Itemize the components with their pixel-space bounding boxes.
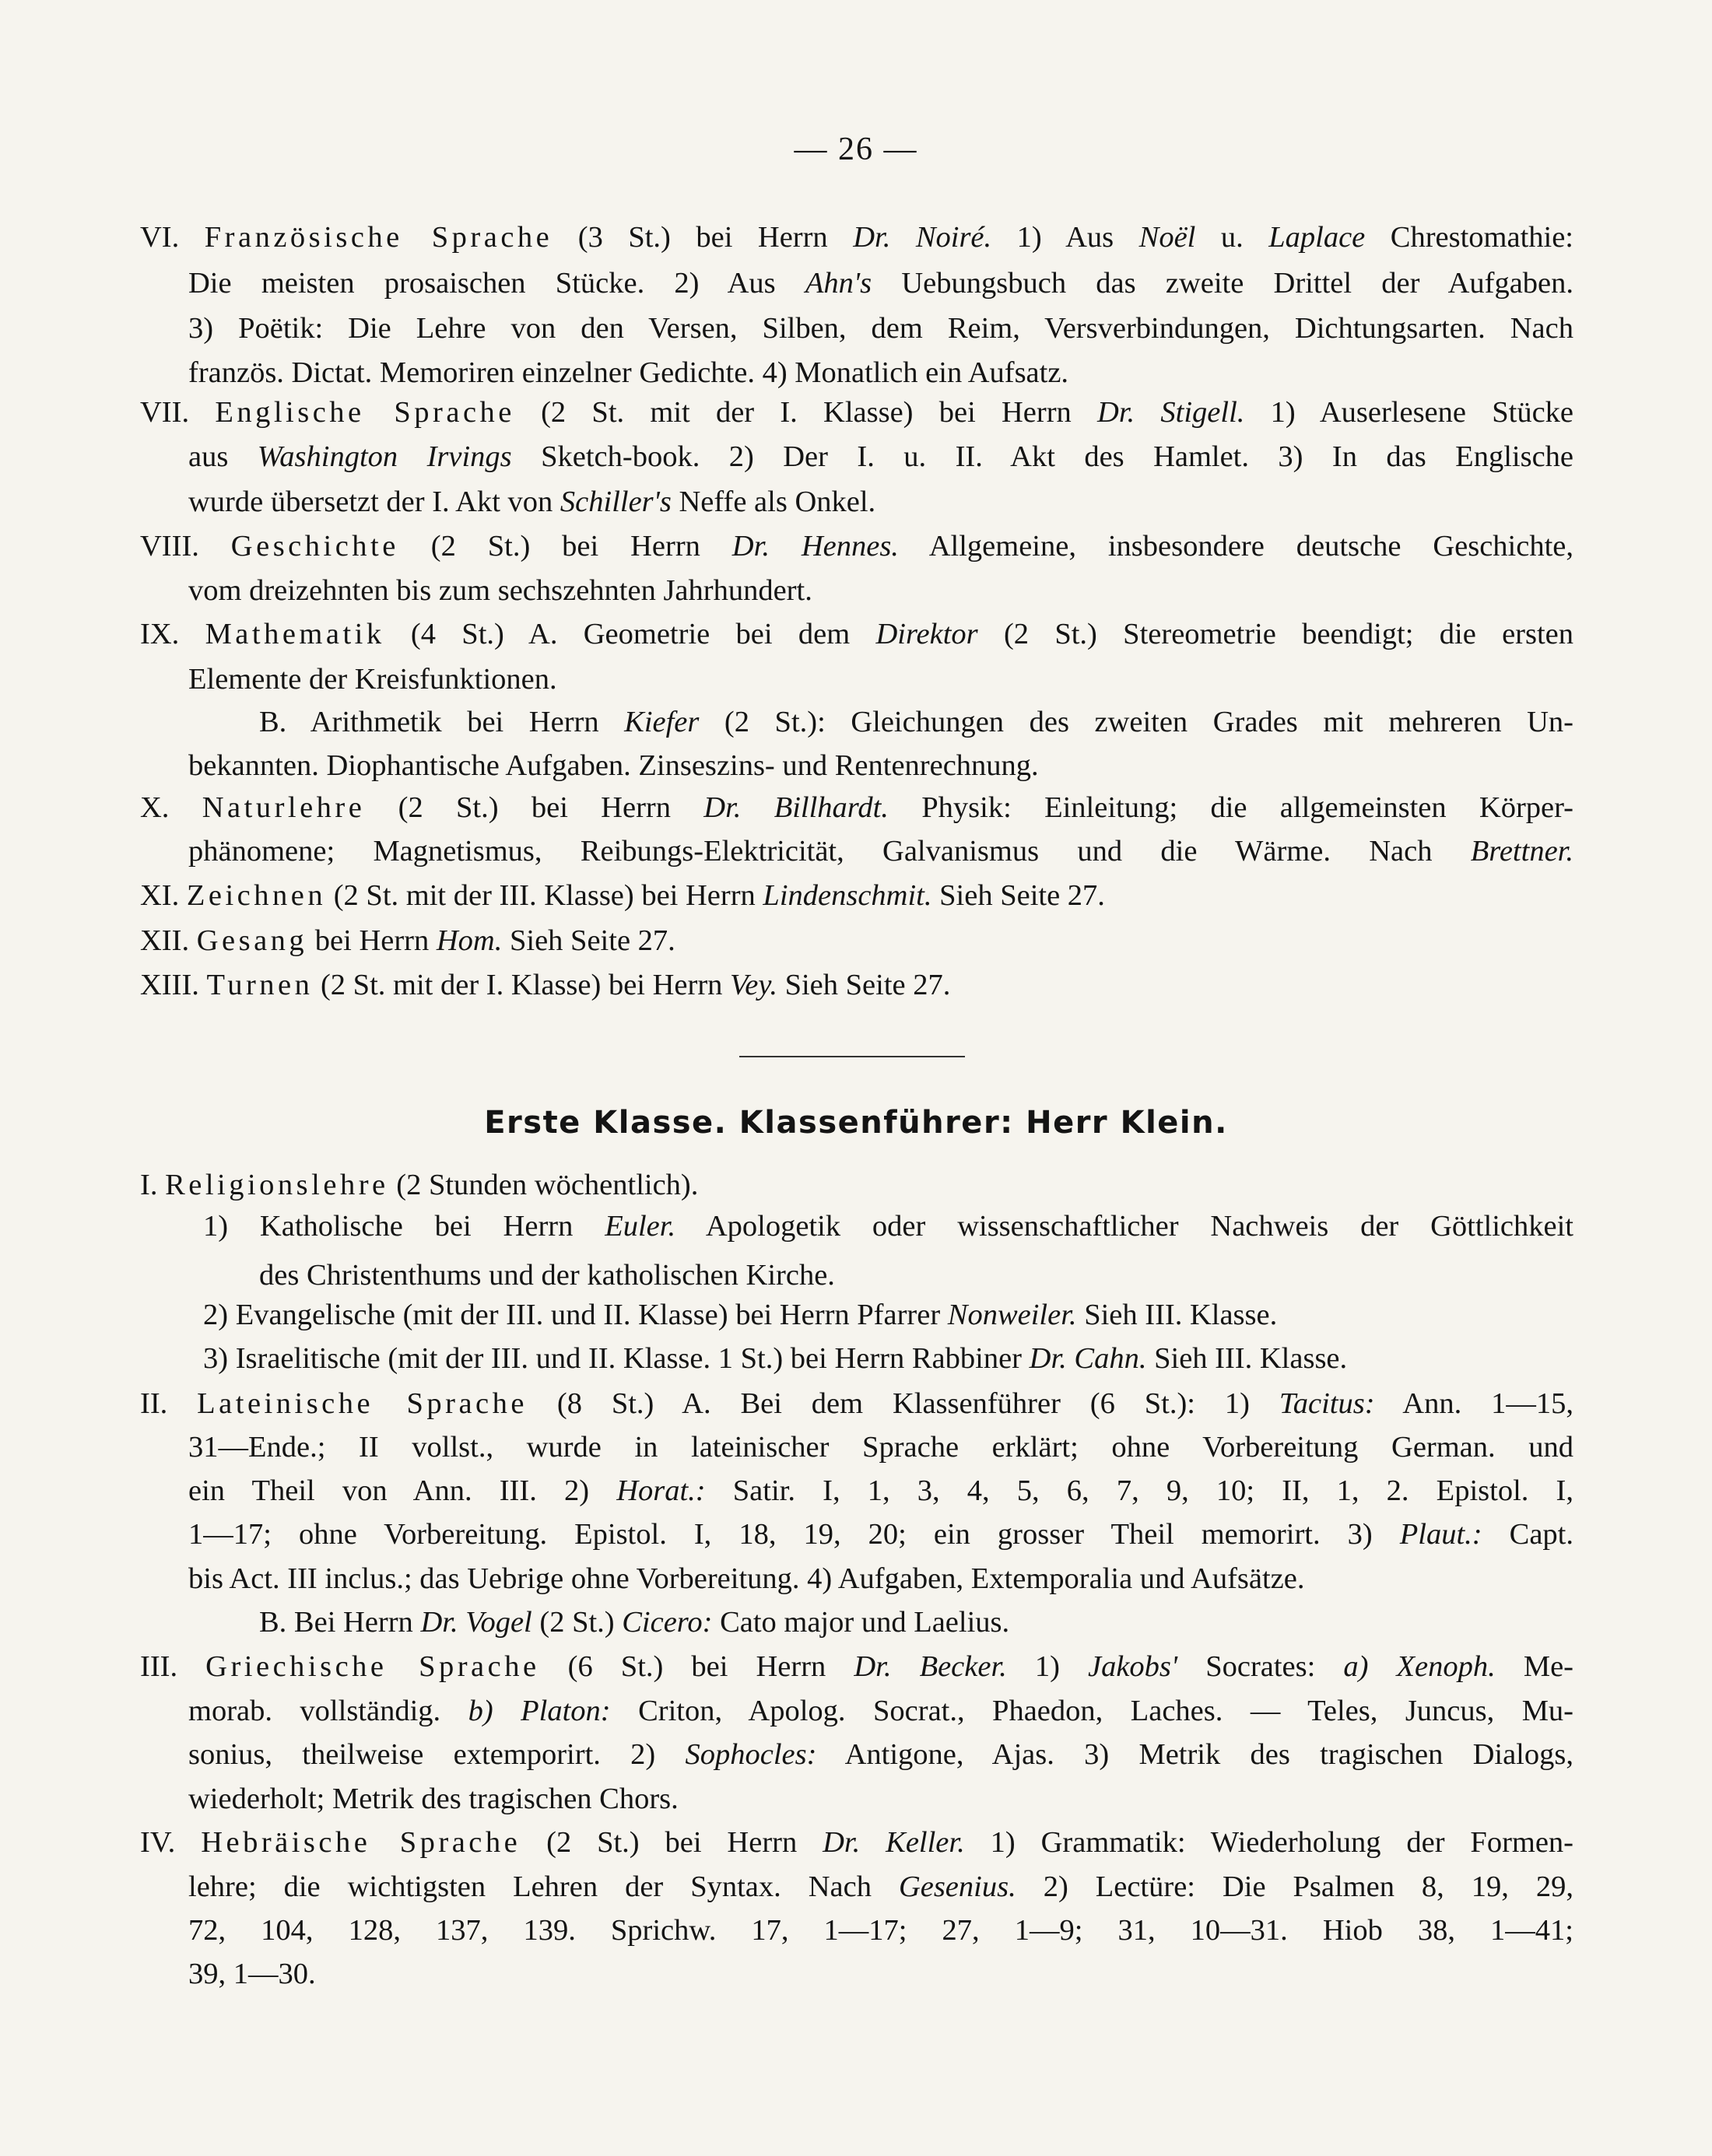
text-line: des Christenthums und der katholischen Kirche. xyxy=(259,1259,835,1292)
text-line: 3) Israelitische (mit der III. und II. Klasse. 1 St.) bei Herrn Rabbiner Dr. Cahn. Sieh III. Klasse. xyxy=(203,1342,1348,1375)
text-line: VI. Französische Sprache (3 St.) bei Herrn Dr. Noiré. 1) Aus Noël u. Laplace Chrestomathie: xyxy=(140,221,1574,254)
text-line: 1) Katholische bei Herrn Euler. Apologetik oder wissenschaftlicher Nachweis der Göttlichkeit xyxy=(203,1210,1573,1243)
section-divider xyxy=(739,1056,965,1057)
text-line: 1—17; ohne Vorbereitung. Epistol. I, 18, 19, 20; ein grosser Theil memorirt. 3) Plaut.: Capt. xyxy=(188,1518,1573,1551)
text-line: B. Arithmetik bei Herrn Kiefer (2 St.): Gleichungen des zweiten Grades mit mehreren Un- xyxy=(259,706,1573,738)
text-line: IX. Mathematik (4 St.) A. Geometrie bei dem Direktor (2 St.) Stereometrie beendigt; die ersten xyxy=(140,618,1574,650)
text-line: XII. Gesang bei Herrn Hom. Sieh Seite 27. xyxy=(140,924,675,957)
text-line: morab. vollständig. b) Platon: Criton, Apolog. Socrat., Phaedon, Laches. — Teles, Juncus, Mu- xyxy=(188,1695,1574,1727)
text-line: sonius, theilweise extemporirt. 2) Sophocles: Antigone, Ajas. 3) Metrik des tragischen Dialogs, xyxy=(188,1738,1573,1771)
text-line: XIII. Turnen (2 St. mit der I. Klasse) bei Herrn Vey. Sieh Seite 27. xyxy=(140,969,951,1001)
text-line: ein Theil von Ann. III. 2) Horat.: Satir. I, 1, 3, 4, 5, 6, 7, 9, 10; II, 1, 2. Epistol. I, xyxy=(188,1474,1573,1507)
text-line: wurde übersetzt der I. Akt von Schiller's Neffe als Onkel. xyxy=(188,486,876,518)
text-line: II. Lateinische Sprache (8 St.) A. Bei dem Klassenführer (6 St.): 1) Tacitus: Ann. 1—15, xyxy=(140,1387,1573,1420)
text-line: B. Bei Herrn Dr. Vogel (2 St.) Cicero: Cato major und Laelius. xyxy=(259,1606,1010,1639)
text-line: vom dreizehnten bis zum sechszehnten Jahrhundert. xyxy=(188,574,812,607)
text-line: III. Griechische Sprache (6 St.) bei Herrn Dr. Becker. 1) Jakobs' Socrates: a) Xenoph. Me- xyxy=(140,1650,1573,1683)
text-line: I. Religionslehre (2 Stunden wöchentlich). xyxy=(140,1169,699,1201)
text-line: 39, 1—30. xyxy=(188,1958,316,1990)
text-line: 2) Evangelische (mit der III. und II. Klasse) bei Herrn Pfarrer Nonweiler. Sieh III. Klasse. xyxy=(203,1299,1278,1331)
class-heading: Erste Klasse. Klassenführer: Herr Klein. xyxy=(484,1105,1228,1141)
text-line: 72, 104, 128, 137, 139. Sprichw. 17, 1—17; 27, 1—9; 31, 10—31. Hiob 38, 1—41; xyxy=(188,1914,1573,1947)
text-line: X. Naturlehre (2 St.) bei Herrn Dr. Billhardt. Physik: Einleitung; die allgemeinsten Körper- xyxy=(140,791,1573,824)
text-line: lehre; die wichtigsten Lehren der Syntax. Nach Gesenius. 2) Lectüre: Die Psalmen 8, 19, 29, xyxy=(188,1870,1573,1903)
text-line: phänomene; Magnetismus, Reibungs-Elektricität, Galvanismus und die Wärme. Nach Brettner. xyxy=(188,835,1573,868)
text-line: 3) Poëtik: Die Lehre von den Versen, Silben, dem Reim, Versverbindungen, Dichtungsarten. Nach xyxy=(188,312,1573,345)
text-line: 31—Ende.; II vollst., wurde in lateinischer Sprache erklärt; ohne Vorbereitung German. und xyxy=(188,1431,1573,1464)
text-line: wiederholt; Metrik des tragischen Chors. xyxy=(188,1783,679,1815)
text-line: IV. Hebräische Sprache (2 St.) bei Herrn Dr. Keller. 1) Grammatik: Wiederholung der Formen- xyxy=(140,1826,1574,1859)
text-line: bis Act. III inclus.; das Uebrige ohne Vorbereitung. 4) Aufgaben, Extemporalia und Aufsätze. xyxy=(188,1562,1305,1595)
text-line: Elemente der Kreisfunktionen. xyxy=(188,663,557,696)
text-line: Die meisten prosaischen Stücke. 2) Aus Ahn's Uebungsbuch das zweite Drittel der Aufgaben. xyxy=(188,267,1573,300)
text-line: XI. Zeichnen (2 St. mit der III. Klasse) bei Herrn Lindenschmit. Sieh Seite 27. xyxy=(140,879,1105,912)
text-line: bekannten. Diophantische Aufgaben. Zinseszins- und Rentenrechnung. xyxy=(188,749,1039,782)
text-line: französ. Dictat. Memoriren einzelner Gedichte. 4) Monatlich ein Aufsatz. xyxy=(188,356,1069,389)
page-number: — 26 — xyxy=(794,131,918,167)
text-line: VII. Englische Sprache (2 St. mit der I. Klasse) bei Herrn Dr. Stigell. 1) Auserlesene Stücke xyxy=(140,396,1573,429)
text-line: aus Washington Irvings Sketch-book. 2) Der I. u. II. Akt des Hamlet. 3) In das Englische xyxy=(188,440,1573,473)
text-line: VIII. Geschichte (2 St.) bei Herrn Dr. Hennes. Allgemeine, insbesondere deutsche Geschichte, xyxy=(140,530,1573,563)
